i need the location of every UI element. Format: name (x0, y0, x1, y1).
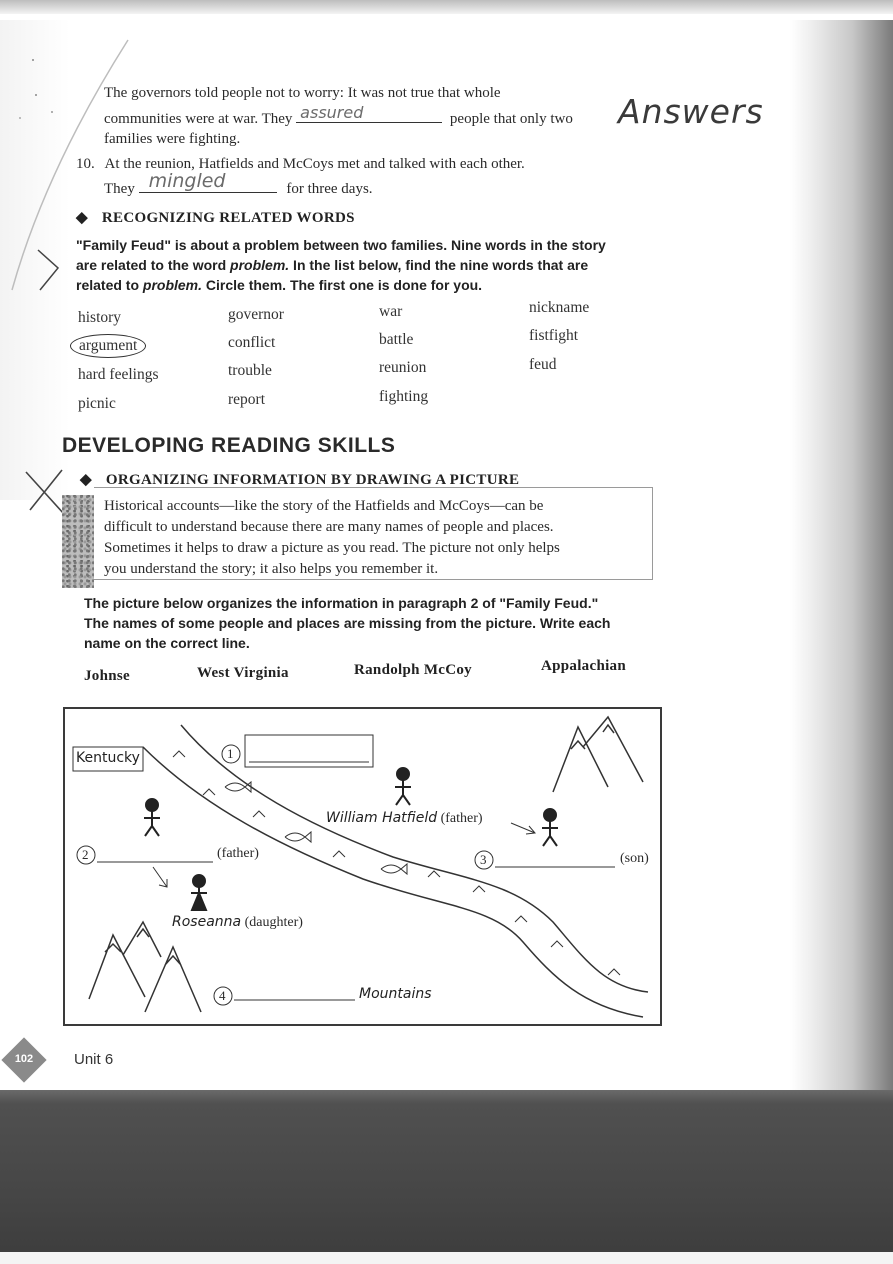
wordbank-randolph-mccoy: Randolph McCoy (354, 662, 472, 678)
org-instr-line3: name on the correct line. (84, 635, 250, 651)
related-words-instr-line1: "Family Feud" is about a problem between two families. Nine words in the story (76, 237, 606, 253)
word-fighting[interactable]: fighting (379, 388, 429, 405)
word-hard-feelings[interactable]: hard feelings (78, 366, 159, 383)
roseanna-role: (daughter) (244, 915, 303, 930)
item9-answer-blank (296, 103, 442, 123)
label-kentucky: Kentucky (76, 750, 140, 766)
related-words-title: RECOGNIZING RELATED WORDS (101, 210, 355, 226)
instr2-pre: are related to the word (76, 257, 231, 273)
callout-line4: you understand the story; it also helps you remember it. (104, 561, 439, 577)
unit-label: Unit 6 (74, 1051, 114, 1068)
label-father-left: (father) (217, 846, 259, 861)
item10-text: At the reunion, Hatfields and McCoys met and talked with each other. (104, 156, 525, 172)
circle-number-4: 4 (219, 988, 226, 1003)
org-instr-line1: The picture below organizes the information in paragraph 2 of "Family Feud." (84, 595, 599, 611)
callout-line2: difficult to understand because there are many names of people and places. (104, 519, 554, 535)
label-roseanna (172, 914, 303, 931)
word-feud[interactable]: feud (529, 356, 557, 373)
word-trouble[interactable]: trouble (228, 362, 272, 379)
stick-figure-son (542, 809, 558, 846)
instr3-pre: related to (76, 277, 143, 293)
stick-figure-roseanna (191, 875, 207, 910)
word-argument-circled[interactable]: argument (70, 334, 146, 358)
handwritten-check-mark (30, 246, 70, 296)
callout-text (104, 496, 560, 580)
william-role: (father) (440, 811, 483, 826)
instr2-em: problem. (230, 257, 290, 273)
scanner-background (0, 1090, 893, 1264)
item10-answer: mingled (148, 170, 226, 192)
callout-stipple-bar (62, 495, 94, 588)
label-william-hatfield (326, 810, 483, 827)
stick-figure-father-left (144, 799, 160, 836)
item9-answer: assured (300, 103, 364, 122)
item9-line3: families were fighting. (104, 131, 241, 147)
roseanna-name: Roseanna (172, 914, 242, 930)
word-history[interactable]: history (78, 309, 122, 326)
answers-handwritten-title: Answers (618, 92, 764, 131)
related-words-instr-line2 (76, 255, 676, 275)
william-name: William Hatfield (326, 810, 438, 826)
label-son: (son) (620, 851, 649, 866)
section-title: DEVELOPING READING SKILLS (62, 434, 396, 457)
diamond-bullet-icon-2: ◆ (80, 472, 92, 488)
diamond-bullet-icon: ◆ (76, 210, 88, 226)
word-report[interactable]: report (228, 391, 266, 408)
word-fistfight[interactable]: fistfight (529, 327, 579, 344)
word-nickname[interactable]: nickname (529, 299, 590, 316)
scan-bottom-edge (0, 1252, 893, 1264)
instr2-post: In the list below, find the nine words that are (289, 257, 589, 273)
wordbank-johnse: Johnse (84, 668, 130, 684)
organizing-title: ORGANIZING INFORMATION BY DRAWING A PICTURE (105, 472, 520, 488)
callout-line3: Sometimes it helps to draw a picture as you read. The picture not only helps (104, 540, 560, 556)
item10-answer-blank (139, 170, 277, 193)
instr3-em: problem. (142, 277, 203, 293)
wordbank-appalachian: Appalachian (541, 658, 626, 674)
organizing-instructions (84, 593, 684, 653)
label-mountains: Mountains (359, 986, 432, 1002)
scan-top-edge (0, 0, 893, 14)
word-battle[interactable]: battle (379, 331, 414, 348)
item9-text-pre: communities were at war. They (104, 111, 293, 127)
stick-figure-william (395, 768, 411, 805)
word-picnic[interactable]: picnic (78, 395, 116, 412)
word-war[interactable]: war (379, 303, 403, 320)
circle-number-3: 3 (480, 852, 487, 867)
circle-number-2: 2 (82, 847, 89, 862)
item9-line2 (104, 103, 573, 130)
word-governor[interactable]: governor (228, 306, 284, 323)
org-instr-line2: The names of some people and places are missing from the picture. Write each (84, 615, 611, 631)
item10-number: 10. (76, 156, 95, 172)
item10-text-post: for three days. (286, 181, 373, 197)
related-words-instr-line3 (76, 275, 676, 295)
item10-line1 (76, 153, 525, 175)
related-words-header (76, 208, 355, 227)
callout-line1: Historical accounts—like the story of the Hatfields and McCoys—can be (104, 498, 544, 514)
circle-number-1: 1 (227, 746, 234, 761)
diagram-drawing (63, 707, 660, 1024)
binding-shadow (790, 20, 893, 1105)
instr3-post: Circle them. The first one is done for you. (202, 277, 483, 293)
wordbank-west-virginia: West Virginia (197, 665, 289, 681)
item10-text-pre: They (104, 181, 135, 197)
item9-line1: The governors told people not to worry: It was not true that whole (104, 85, 501, 101)
related-words-instructions (76, 235, 676, 295)
page-number: 102 (14, 1053, 34, 1065)
word-reunion[interactable]: reunion (379, 359, 427, 376)
item9-text-post: people that only two (449, 111, 573, 127)
word-conflict[interactable]: conflict (228, 334, 276, 351)
item10-line2 (104, 170, 373, 200)
